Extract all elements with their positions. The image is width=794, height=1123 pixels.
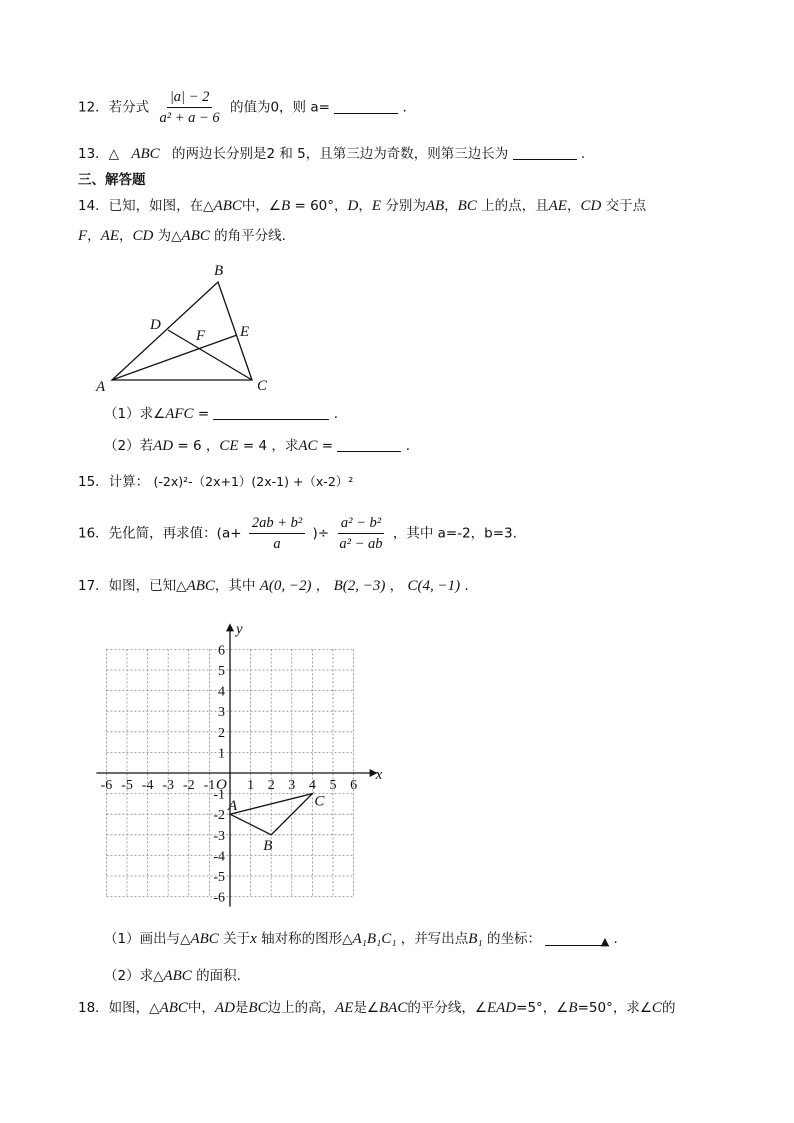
point-b-label: B [263, 837, 273, 854]
label-c: C [257, 378, 268, 394]
triangle-abc [112, 282, 252, 380]
question-12: 12．若分式 $\frac{|a| - 2}{\text{a² + a − 6}}$ 的值为0，则 a= . [78, 89, 407, 126]
y-tick-label: -4 [213, 849, 225, 865]
y-tick-label: 3 [218, 705, 225, 721]
x-tick-label: 6 [350, 778, 358, 793]
y-tick-label: 6 [218, 643, 225, 659]
x-axis-label: x [375, 767, 383, 783]
question-13: 13．△ ABC 的两边长分别是2 和 5，且第三边为奇数，则第三边长为 . [78, 146, 586, 162]
y-tick-label: -6 [213, 890, 225, 906]
question-16: 16．先化简，再求值：(a+ $\frac{\text{2ab + b²}}{a}$ )÷ $\frac{\text{a² − b²}}{\text{a² − ab}}$ ，其中 a=-2，b=3. [78, 515, 517, 552]
section-heading: 三、解答题 [78, 172, 146, 188]
origin-label: O [216, 777, 227, 793]
question-18: 18．如图，△ABC中，AD是BC边上的高，AE是∠BAC的平分线，∠EAD=5°，∠B=50°，求∠C的 [78, 1000, 676, 1016]
x-tick-label: 3 [288, 778, 296, 793]
answer-blank-q17-1[interactable]: ▲ [545, 931, 609, 946]
label-b: B [214, 263, 224, 279]
label-f: F [196, 328, 206, 344]
question-14-line1: 14．已知，如图，在△ABC中，∠B = 60°，D，E 分别为AB，BC 上的点，且AE，CD 交于点 [78, 198, 647, 214]
x-tick-label: -5 [121, 778, 133, 793]
point-c-label: C [314, 793, 325, 810]
label-e: E [240, 324, 250, 340]
label-d: D [150, 317, 161, 333]
answer-blank-q14-2[interactable] [337, 437, 401, 452]
x-tick-label: 4 [308, 778, 316, 793]
question-15: 15．计算： (-2x)²-（2x+1）(2x-1) +（x-2）² [78, 474, 354, 490]
answer-blank-q12[interactable] [334, 99, 398, 114]
y-tick-label: -2 [213, 808, 225, 824]
y-tick-label: -3 [213, 828, 225, 844]
y-axis-label: y [236, 621, 243, 638]
label-a: A [96, 379, 106, 395]
answer-blank-q13[interactable] [513, 145, 577, 160]
x-tick-label: -1 [203, 778, 216, 793]
question-17-sub2: （2）求△ABC 的面积. [104, 968, 241, 984]
x-tick-label: -4 [141, 778, 154, 793]
question-17: 17．如图，已知△ABC，其中 A(0, −2) ， B(2, −3) ， C(4, −1) . [78, 578, 469, 594]
y-tick-label: 1 [218, 746, 225, 762]
question-14-sub1: （1）求∠AFC = . [104, 406, 339, 422]
y-axis-arrow [226, 623, 234, 631]
fraction-q12: $\frac{|a| - 2}{\text{a² + a − 6}}$ [159, 89, 220, 126]
point-a-label: A [228, 798, 238, 815]
y-tick-label: 4 [218, 684, 225, 700]
y-tick-label: 2 [218, 725, 225, 741]
y-tick-label: -5 [213, 870, 225, 885]
question-14-line2: F，AE，CD 为△ABC 的角平分线. [78, 228, 286, 244]
x-tick-label: 5 [329, 778, 337, 793]
answer-blank-q14-1[interactable] [213, 405, 329, 420]
segment-ae [112, 335, 237, 380]
fraction-q16-2: $\frac{\text{a² − b²}}{\text{a² − ab}}$ [339, 515, 383, 552]
x-tick-label: -6 [100, 778, 113, 793]
y-tick-label: -1 [213, 787, 225, 803]
question-17-sub1: （1）画出与△ABC 关于x 轴对称的图形△A₁B₁C₁ ，并写出点B₁ 的坐标： ▲ . [104, 931, 618, 948]
question-14-sub2: （2）若AD = 6 ，CE = 4 ，求AC = . [104, 438, 410, 454]
triangle-figure-q14 [90, 258, 280, 398]
fraction-q16-1: $\frac{\text{2ab + b²}}{a}$ [249, 514, 305, 553]
x-tick-label: -3 [162, 778, 175, 793]
x-tick-label: -2 [182, 778, 195, 793]
x-tick-label: 2 [267, 778, 275, 793]
coordinate-grid [90, 610, 383, 910]
y-tick-label: 5 [218, 664, 225, 679]
x-tick-label: 1 [247, 778, 255, 793]
